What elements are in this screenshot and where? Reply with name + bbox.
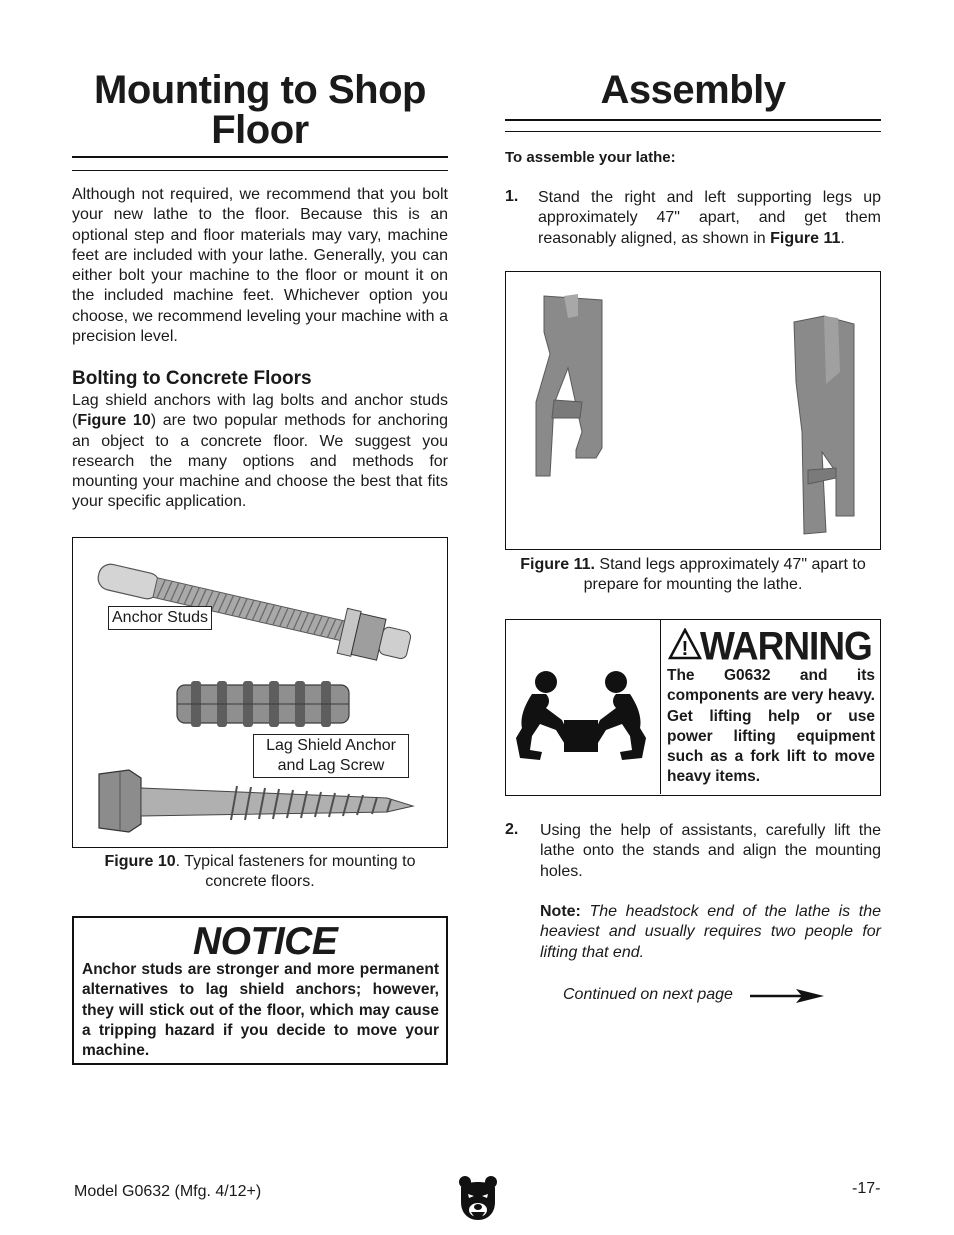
step2-number: 2. [505,821,519,838]
warning-text: The G0632 and its components are very heavy. Get lifting help or use power lifting equipment such as a fork lift to move heavy items. [667,667,875,786]
bolting-subhead: Bolting to Concrete Floors [72,368,312,389]
two-person-lift-icon [506,620,656,794]
warning-word: WARNING [700,624,872,669]
stand-legs-illustration [506,272,879,548]
figure11-caption-text: Stand legs approximately 47" apart to prepare for mounting the lathe. [583,556,866,594]
assembly-title: Assembly [600,68,786,112]
anchor-studs-label: Anchor Studs [108,606,212,630]
left-title-line2: Floor [211,108,309,152]
note-text: The headstock end of the lathe is the heaviest and usually requires two people for lifting that end. [540,903,881,961]
step1-pre: Stand the right and left supporting legs up approximately 47" apart, and get them reasonably aligned, as shown in [538,189,881,247]
right-title-rule [505,119,881,121]
figure10-frame [72,537,448,848]
warning-header [668,624,876,669]
figure10-ref: Figure 10 [77,412,151,430]
step1-text [538,188,881,249]
notice-title: NOTICE [193,920,338,963]
fasteners-illustration [73,538,446,846]
assembly-intro: To assemble your lathe: [505,149,676,166]
lag-shield-label-line2: and Lag Screw [277,757,385,774]
figure10-caption-text: . Typical fasteners for mounting to concrete floors. [175,853,416,891]
left-stand-leg [536,294,602,476]
warning-triangle-icon [668,628,702,660]
step1-post: . [840,229,845,247]
right-title-rule-2 [505,131,881,132]
right-title [505,70,881,110]
continued-text: Continued on next page [563,986,733,1003]
figure11-ref: Figure 11 [770,229,841,247]
left-title [72,70,448,150]
continued-row [563,985,833,1007]
bolting-paragraph [72,391,448,513]
notice-box [72,916,448,1065]
bolting-pre: Lag shield anchors with lag bolts and anchor studs ( [72,392,448,430]
figure10-caption-ref: Figure 10 [104,853,176,870]
right-stand-leg [794,316,854,534]
lag-shield-image [177,681,349,727]
figure11-frame [505,271,881,550]
footer-model: Model G0632 (Mfg. 4/12+) [74,1183,262,1200]
bear-logo-icon [457,1174,499,1222]
figure10-caption [84,852,436,893]
step2-note [540,902,881,963]
note-label: Note: [540,903,581,920]
left-title-rule [72,156,448,158]
left-title-line1: Mounting to Shop [94,68,426,112]
notice-text: Anchor studs are stronger and more permanent alternatives to lag shield anchors; however, they will stick out of the floor, which may cause a tripping hazard if you decide to move your machine. [82,961,439,1060]
warning-triangle-symbol: ! [681,638,689,660]
lag-shield-label-line1: Lag Shield Anchor [266,737,396,754]
bolting-post: ) are two popular methods for anchoring an object to a concrete floor. We suggest you research the many options and methods for mounting your machine and choose the best that fits your specific application. [72,412,448,511]
figure11-caption [505,555,881,596]
footer-page-number: -17- [852,1180,881,1197]
lag-shield-label [253,734,409,778]
step2-text: Using the help of assistants, carefully lift the lathe onto the stands and align the mounting holes. [540,822,881,880]
lag-screw-image [99,770,413,832]
step1-number: 1. [505,188,519,205]
left-title-rule-2 [72,170,448,171]
warning-pictogram-cell [506,620,661,794]
mounting-intro: Although not required, we recommend that you bolt your new lathe to the floor. Because this is an optional step and floor materials may vary, machine feet are included with your lathe. Generally, you can either bolt your machine to the floor or mount it on the included machine feet. Whichever option you choose, we recommend leveling your machine with a precision level. [72,186,448,346]
figure11-caption-ref: Figure 11. [520,556,595,573]
arrow-right-icon [750,989,826,1003]
warning-box [505,619,881,796]
